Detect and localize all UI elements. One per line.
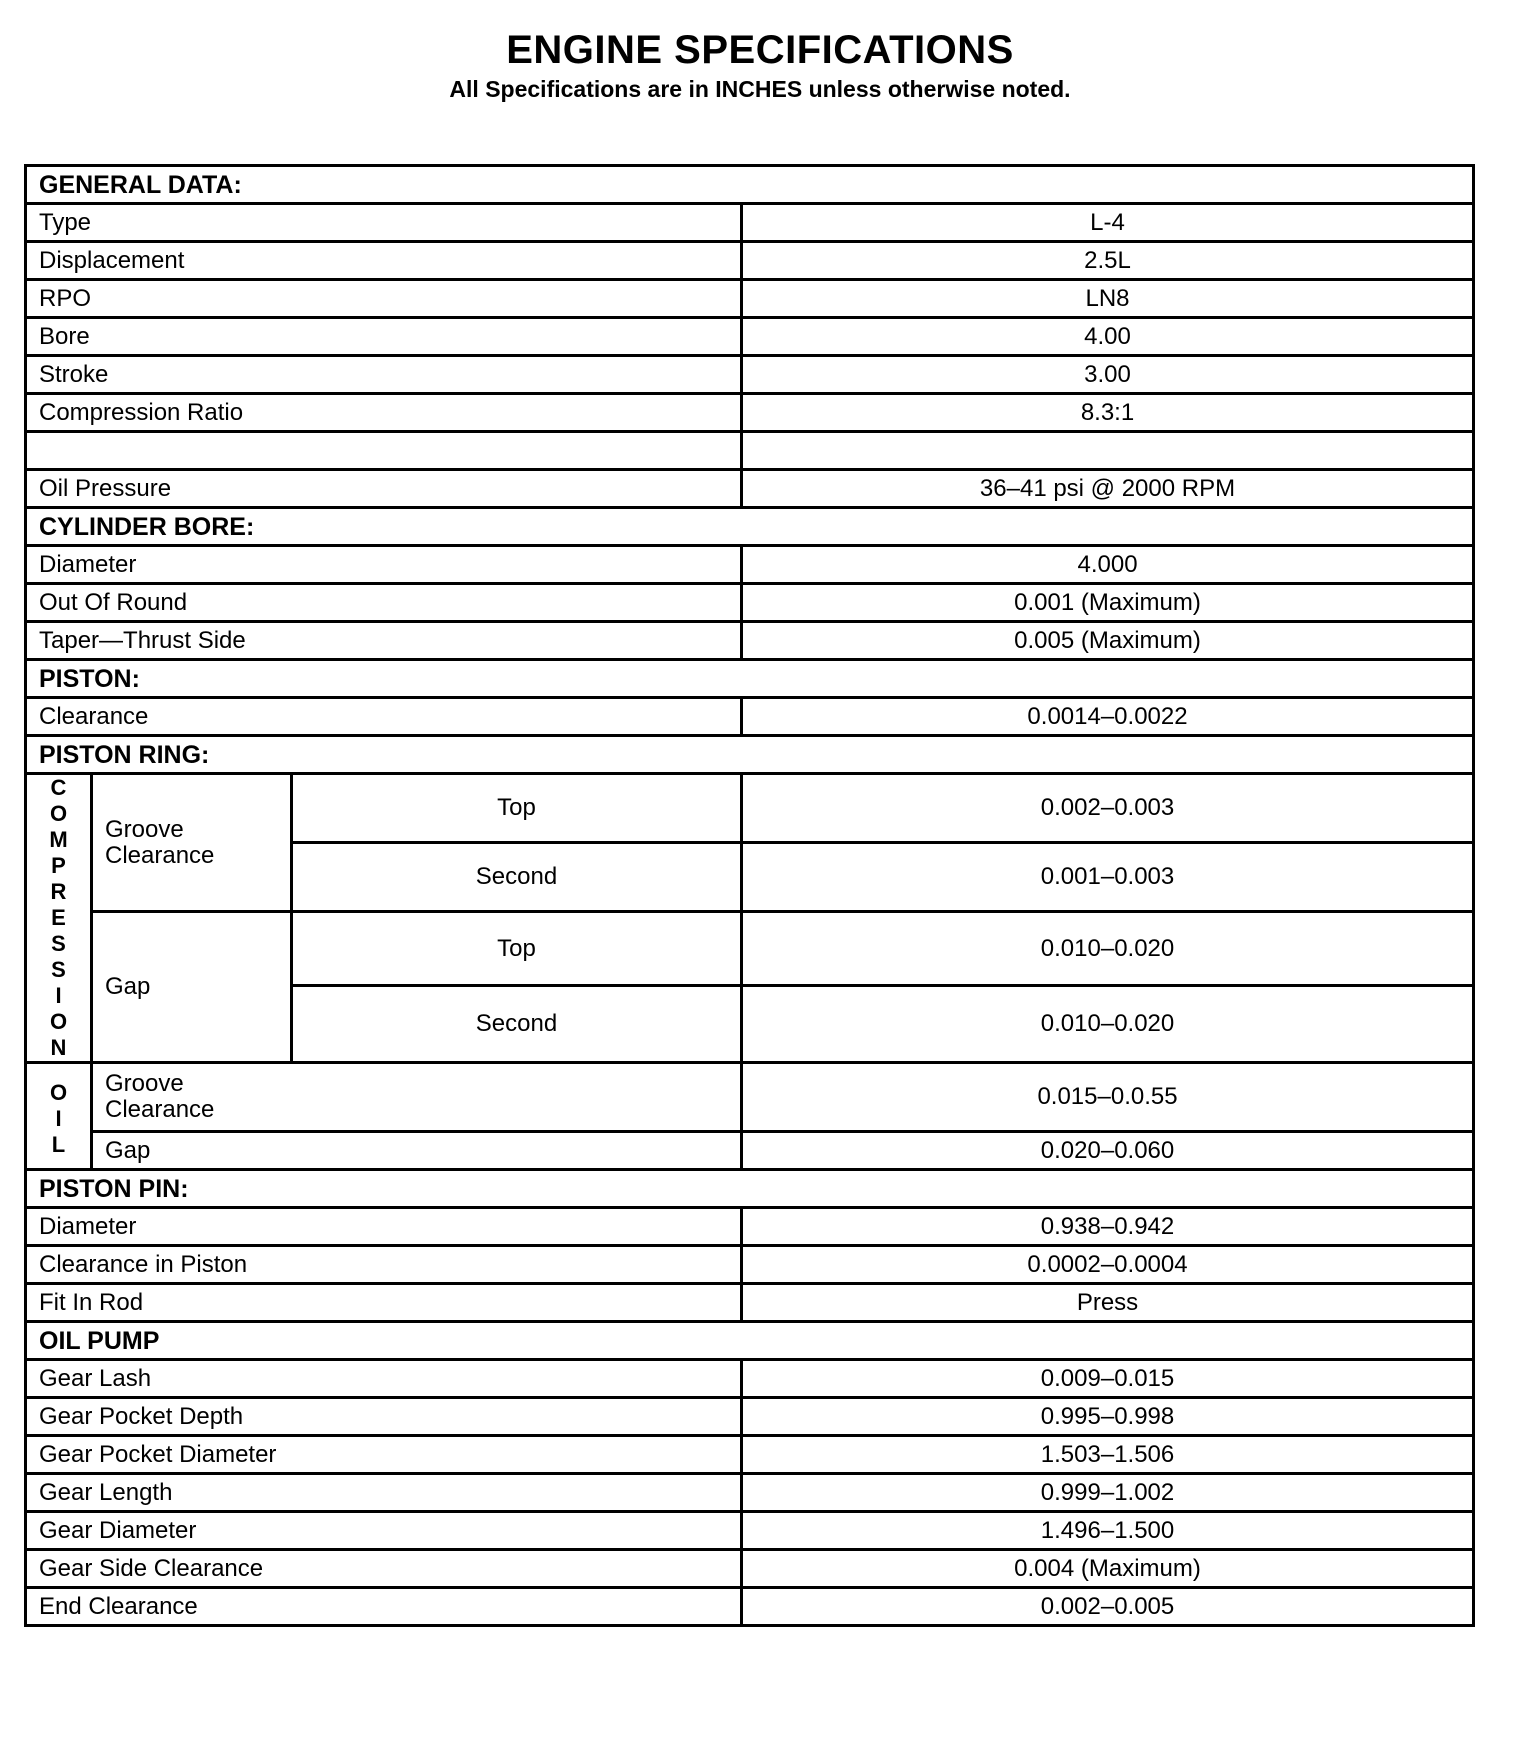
spec-label: Gear Pocket Depth — [26, 1398, 742, 1436]
spec-value: 4.000 — [742, 546, 1474, 584]
section-heading-piston-ring: PISTON RING: — [26, 736, 1474, 774]
spec-row — [26, 356, 1474, 394]
spec-row — [26, 698, 1474, 736]
spec-value: 1.503–1.506 — [742, 1436, 1474, 1474]
spec-value: 8.3:1 — [742, 394, 1474, 432]
spec-label: Type — [26, 204, 742, 242]
spec-row — [26, 584, 1474, 622]
compression-letter: O — [49, 1009, 68, 1034]
spec-label: Gear Diameter — [26, 1512, 742, 1550]
section-header-row — [26, 508, 1474, 546]
spec-label: Fit In Rod — [26, 1284, 742, 1322]
oil-ring-row — [26, 1132, 1474, 1170]
spec-value: 0.0014–0.0022 — [742, 698, 1474, 736]
spec-row — [26, 280, 1474, 318]
empty-value-cell — [742, 432, 1474, 470]
compression-letter: P — [51, 853, 66, 878]
spec-value: 0.002–0.005 — [742, 1588, 1474, 1626]
oil-gap-label: Gap — [92, 1132, 742, 1170]
gap-label: Gap — [92, 912, 292, 1063]
spec-value: 0.002–0.003 — [742, 774, 1474, 843]
empty-row — [26, 432, 1474, 470]
spec-label: Diameter — [26, 1208, 742, 1246]
spec-value: 1.496–1.500 — [742, 1512, 1474, 1550]
spec-row — [26, 1284, 1474, 1322]
spec-value: 0.938–0.942 — [742, 1208, 1474, 1246]
spec-row — [26, 204, 1474, 242]
spec-value: 0.001–0.003 — [742, 843, 1474, 912]
spec-label: Gear Lash — [26, 1360, 742, 1398]
spec-row — [26, 1208, 1474, 1246]
spec-label: Bore — [26, 318, 742, 356]
spec-row — [26, 1360, 1474, 1398]
section-heading-cylinder-bore: CYLINDER BORE: — [26, 508, 1474, 546]
spec-value: 0.009–0.015 — [742, 1360, 1474, 1398]
groove-label-line: Groove — [105, 815, 184, 843]
spec-label: RPO — [26, 280, 742, 318]
spec-value: 4.00 — [742, 318, 1474, 356]
spec-value: 0.005 (Maximum) — [742, 622, 1474, 660]
spec-value: L-4 — [742, 204, 1474, 242]
oil-ring-row — [26, 1063, 1474, 1132]
spec-label: Stroke — [26, 356, 742, 394]
groove-clearance-label — [92, 774, 292, 912]
spec-value: 2.5L — [742, 242, 1474, 280]
spec-value: 0.015–0.0.55 — [742, 1063, 1474, 1132]
spec-row — [26, 1436, 1474, 1474]
spec-label: Taper—Thrust Side — [26, 622, 742, 660]
spec-value: 0.001 (Maximum) — [742, 584, 1474, 622]
empty-label-cell — [26, 432, 742, 470]
page-title: ENGINE SPECIFICATIONS — [506, 28, 1014, 72]
spec-label: End Clearance — [26, 1588, 742, 1626]
ring-position-label: Second — [292, 843, 742, 912]
compression-letter: M — [49, 827, 68, 852]
compression-letter: I — [55, 983, 62, 1008]
compression-letter: N — [50, 1035, 67, 1060]
ring-position-label: Second — [292, 986, 742, 1063]
spec-value: 0.020–0.060 — [742, 1132, 1474, 1170]
section-heading-piston-pin: PISTON PIN: — [26, 1170, 1474, 1208]
spec-value: LN8 — [742, 280, 1474, 318]
spec-value: 3.00 — [742, 356, 1474, 394]
compression-letter: E — [51, 905, 66, 930]
spec-value: 0.010–0.020 — [742, 912, 1474, 986]
ring-row — [26, 774, 1474, 843]
oil-letter: L — [51, 1132, 66, 1157]
clearance-label-line: Clearance — [105, 1096, 215, 1123]
section-header-row — [26, 1170, 1474, 1208]
spec-label: Gear Pocket Diameter — [26, 1436, 742, 1474]
compression-vertical-label — [26, 774, 92, 1063]
spec-label: Out Of Round — [26, 584, 742, 622]
spec-row — [26, 1474, 1474, 1512]
spec-row — [26, 1588, 1474, 1626]
spec-label: Diameter — [26, 546, 742, 584]
spec-row — [26, 546, 1474, 584]
ring-position-label: Top — [292, 912, 742, 986]
spec-row — [26, 1550, 1474, 1588]
groove-label-line: Groove — [105, 1070, 184, 1097]
spec-label: Oil Pressure — [26, 470, 742, 508]
section-header-row — [26, 166, 1474, 204]
oil-letter: I — [55, 1106, 62, 1131]
spec-value: 0.0002–0.0004 — [742, 1246, 1474, 1284]
spec-row — [26, 318, 1474, 356]
spec-label: Clearance — [26, 698, 742, 736]
compression-letter: O — [49, 801, 68, 826]
spec-row — [26, 470, 1474, 508]
compression-letter: S — [51, 957, 66, 982]
spec-label: Gear Length — [26, 1474, 742, 1512]
spec-value: 0.999–1.002 — [742, 1474, 1474, 1512]
compression-letter: R — [50, 879, 67, 904]
ring-row — [26, 912, 1474, 986]
spec-value: 0.995–0.998 — [742, 1398, 1474, 1436]
compression-letter: C — [50, 775, 67, 800]
section-heading-piston: PISTON: — [26, 660, 1474, 698]
spec-row — [26, 1246, 1474, 1284]
clearance-label-line: Clearance — [105, 841, 215, 869]
spec-value: Press — [742, 1284, 1474, 1322]
engine-spec-table — [24, 164, 1475, 1627]
spec-label: Clearance in Piston — [26, 1246, 742, 1284]
spec-label: Compression Ratio — [26, 394, 742, 432]
section-header-row — [26, 736, 1474, 774]
spec-row — [26, 1512, 1474, 1550]
spec-label: Gear Side Clearance — [26, 1550, 742, 1588]
section-heading-oil-pump: OIL PUMP — [26, 1322, 1474, 1360]
spec-value: 36–41 psi @ 2000 RPM — [742, 470, 1474, 508]
spec-row — [26, 242, 1474, 280]
spec-value: 0.010–0.020 — [742, 986, 1474, 1063]
oil-groove-clearance-label — [92, 1063, 742, 1132]
section-header-row — [26, 660, 1474, 698]
page-subtitle: All Specifications are in INCHES unless otherwise noted. — [449, 76, 1071, 102]
compression-letter: S — [51, 931, 66, 956]
spec-row — [26, 1398, 1474, 1436]
spec-label: Displacement — [26, 242, 742, 280]
spec-row — [26, 394, 1474, 432]
section-heading-general-data: GENERAL DATA: — [26, 166, 1474, 204]
oil-letter: O — [49, 1080, 68, 1105]
section-header-row — [26, 1322, 1474, 1360]
oil-vertical-label — [26, 1063, 92, 1170]
ring-position-label: Top — [292, 774, 742, 843]
spec-value: 0.004 (Maximum) — [742, 1550, 1474, 1588]
spec-row — [26, 622, 1474, 660]
